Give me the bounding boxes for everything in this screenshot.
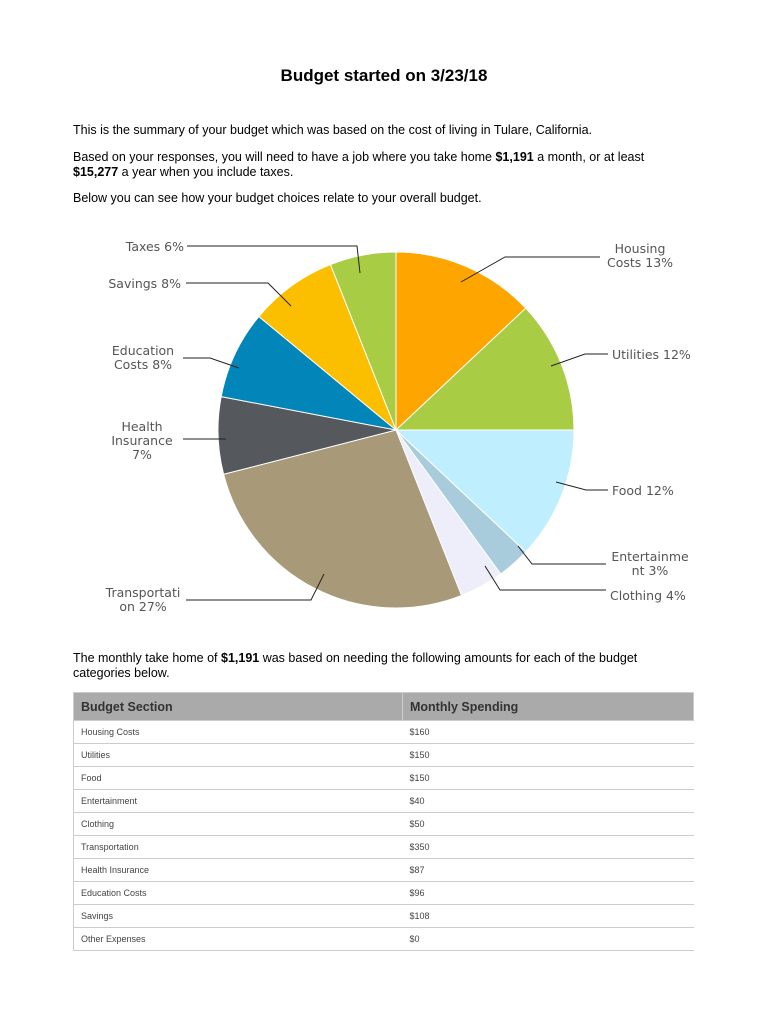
table-header-row — [74, 693, 694, 721]
budget-pie-chart — [0, 220, 768, 630]
budget-section-cell: Entertainment — [74, 790, 403, 813]
budget-section-cell: Transportation — [74, 836, 403, 859]
leader-line — [518, 546, 606, 564]
pie-label — [105, 585, 181, 614]
budget-section-cell: Other Expenses — [74, 928, 403, 951]
budget-section-cell: Housing Costs — [74, 721, 403, 744]
summary-paragraph — [73, 651, 693, 681]
monthly-spending-cell: $108 — [403, 905, 694, 928]
pie-label-line: Entertainme — [611, 549, 689, 564]
table-row — [74, 767, 694, 790]
column-header-budget-section: Budget Section — [74, 693, 403, 721]
pie-label-line: Savings 8% — [108, 276, 181, 291]
budget-table — [73, 692, 694, 951]
column-header-monthly-spending: Monthly Spending — [403, 693, 694, 721]
budget-section-cell: Education Costs — [74, 882, 403, 905]
monthly-spending-cell: $150 — [403, 744, 694, 767]
take-home-paragraph — [73, 150, 693, 180]
pie-label — [611, 549, 689, 578]
monthly-spending-cell: $87 — [403, 859, 694, 882]
budget-section-cell: Health Insurance — [74, 859, 403, 882]
pie-label-line: Transportati — [105, 585, 181, 600]
pie-label — [612, 347, 691, 362]
monthly-spending-cell: $40 — [403, 790, 694, 813]
budget-section-cell: Food — [74, 767, 403, 790]
budget-table-body — [74, 721, 694, 951]
monthly-spending-cell: $96 — [403, 882, 694, 905]
pie-label — [112, 343, 174, 372]
intro-text: This is the summary of your budget which was based on the cost of living in Tulare, California. — [73, 123, 593, 137]
pie-label-line: Costs 13% — [606, 255, 674, 270]
chart-intro-text: Below you can see how your budget choices relate to your overall budget. — [73, 191, 482, 205]
monthly-spending-cell: $350 — [403, 836, 694, 859]
pie-label-line: Clothing 4% — [610, 588, 686, 603]
monthly-spending-cell: $50 — [403, 813, 694, 836]
table-row — [74, 744, 694, 767]
page-title: Budget started on 3/23/18 — [280, 66, 488, 85]
pie-label-line: Insurance — [111, 433, 173, 448]
yearly-amount: $15,277 — [73, 165, 119, 179]
budget-section-cell: Savings — [74, 905, 403, 928]
intro-paragraph — [73, 123, 693, 138]
pie-label — [610, 588, 686, 603]
budget-section-cell: Utilities — [74, 744, 403, 767]
pie-label — [108, 276, 181, 291]
summary-amount: $1,191 — [221, 651, 260, 665]
table-row — [74, 813, 694, 836]
table-row — [74, 882, 694, 905]
table-row — [74, 859, 694, 882]
pie-label-line: Education — [111, 343, 175, 358]
monthly-spending-cell: $160 — [403, 721, 694, 744]
pie-label-line: 7% — [132, 447, 152, 462]
pie-label — [125, 239, 184, 254]
pie-label-line: on 27% — [119, 599, 167, 614]
chart-intro-paragraph — [73, 191, 693, 206]
pie-slices — [218, 252, 574, 608]
monthly-take-home-amount: $1,191 — [495, 150, 534, 164]
pie-label-line: Costs 8% — [113, 357, 173, 372]
table-row — [74, 836, 694, 859]
take-home-text-mid: a month, or at least — [533, 150, 645, 164]
monthly-spending-cell: $150 — [403, 767, 694, 790]
summary-text-pre: The monthly take home of — [73, 651, 221, 665]
table-row — [74, 928, 694, 951]
pie-label — [612, 483, 674, 498]
pie-label-line: Housing — [614, 241, 666, 256]
pie-label-line: Taxes 6% — [125, 239, 184, 254]
budget-section-cell: Clothing — [74, 813, 403, 836]
pie-label-line: Utilities 12% — [612, 347, 691, 362]
pie-label-line: Health — [121, 419, 163, 434]
summary-text-post: was based on needing the following amounts for each of the budget categories below. — [73, 651, 638, 680]
table-row — [74, 790, 694, 813]
table-row — [74, 905, 694, 928]
table-row — [74, 721, 694, 744]
take-home-text-pre: Based on your responses, you will need to have a job where you take home — [73, 150, 496, 164]
monthly-spending-cell: $0 — [403, 928, 694, 951]
pie-label-line: Food 12% — [612, 483, 674, 498]
take-home-text-post: a year when you include taxes. — [118, 165, 294, 179]
pie-label — [607, 241, 673, 270]
pie-label-line: nt 3% — [631, 563, 669, 578]
pie-label — [111, 419, 173, 462]
